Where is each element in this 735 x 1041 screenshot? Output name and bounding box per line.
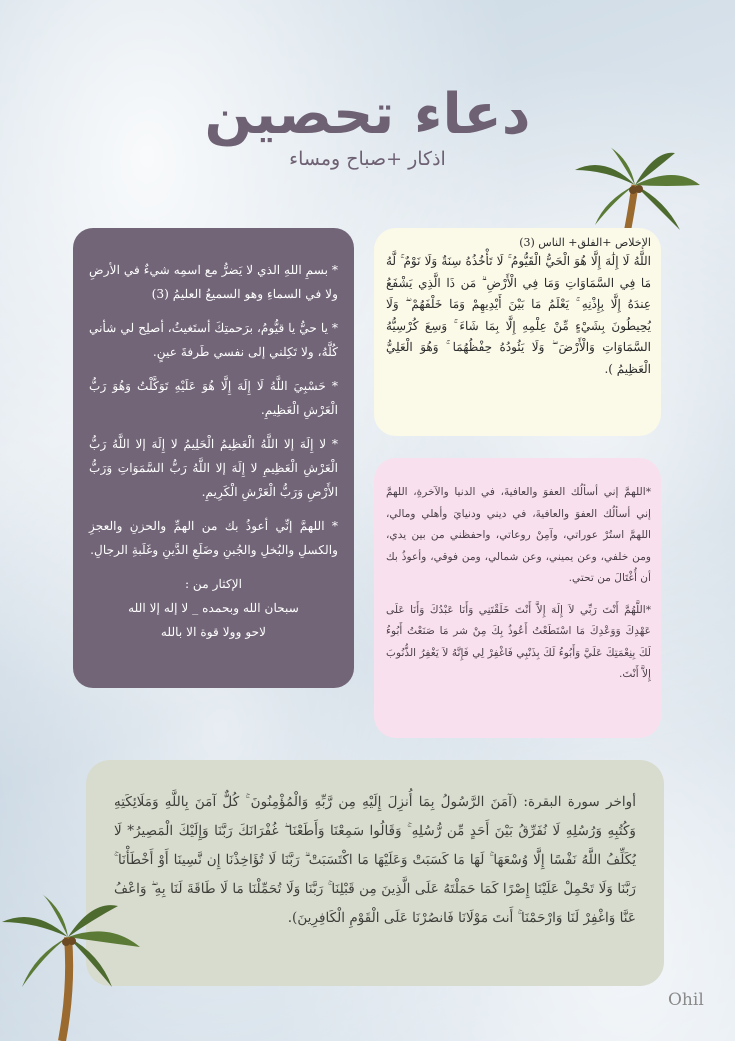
- dua-item: * بسمِ اللهِ الذي لا يَضرُّ مع اسمِه شيءٌ في الأرضِ ولا في السماءِ وهو السميعُ العليمُ (3): [89, 263, 338, 301]
- left-dua-card: [73, 228, 354, 688]
- ayat-kursi-card: [374, 228, 661, 436]
- dhikr-line: سبحان الله وبحمده _ لا إله إلا الله: [128, 601, 299, 615]
- dua-item: * حَسْبِيَ اللَّهُ لَا إِلَهَ إِلَّا هُوَ عَلَيْهِ تَوَكَّلْتُ وَهُوَ رَبُّ الْعَرْشِ الْعَظِيمِ.: [89, 379, 338, 417]
- dua-item: * اللهمَّ إنِّي أعوذُ بك من الهمِّ والحزنِ والعجزِ والكسلِ والبُخلِ والجُبنِ وضَلَعِ الدَّينِ وغَلَبةِ الرجالِ.: [89, 519, 338, 557]
- dua-item: * يا حيُّ يا قيُّومُ، برَحمتِكَ أستَغيثُ، أصلِح لي شأني كُلَّهُ، ولا تَكِلني إلى نفسي طَرفةَ عينٍ.: [89, 321, 338, 359]
- dua-item: * لا إِلَهَ إلا اللَّهُ الْعَظِيمُ الْحَلِيمُ لا إِلَهَ إلا اللَّهُ رَبُّ الْعَرْشِ الْعَظِيمِ لا إِلَهَ إلا اللَّهُ رَبُّ السَّمَوَاتِ وَرَبُّ الأَرْضِ وَرَبُّ الْعَرْشِ الْكَرِيمِ.: [89, 437, 338, 499]
- card-heading: الإخلاص +الفلق+ الناس (3): [519, 236, 651, 249]
- pink-dua-card: [374, 458, 661, 738]
- page-title: دعاء تحصين: [204, 82, 531, 147]
- baqarah-card: [86, 760, 664, 986]
- page-subtitle: اذكار +صباح ومساء: [289, 148, 446, 170]
- ayat-kursi-text: اللَّهُ لَا إِلَٰهَ إِلَّا هُوَ الْحَيُّ الْقَيُّومُ ۚ لَا تَأْخُذُهُ سِنَةٌ وَلَا نَوْمٌ ۚ لَّهُ مَا فِي السَّمَاوَاتِ وَمَا فِي الْأَرْضِ ۗ مَن ذَا الَّذِي يَشْفَعُ عِندَهُ إِلَّا بِإِذْنِهِ ۚ يَعْلَمُ مَا بَيْنَ أَيْدِيهِمْ وَمَا خَلْفَهُمْ ۖ وَلَا يُحِيطُونَ بِشَيْءٍ مِّنْ عِلْمِهِ إِلَّا بِمَا شَاءَ ۚ وَسِعَ كُرْسِيُّهُ السَّمَاوَاتِ وَالْأَرْضَ ۖ وَلَا يَئُودُهُ حِفْظُهُمَا ۚ وَهُوَ الْعَلِيُّ الْعَظِيمُ ).: [386, 254, 651, 376]
- dhikr-heading: الإكثار من :: [184, 577, 243, 591]
- dua-item: *اللهمَّ إني أسألُك العفوَ والعافيةَ، في الدنيا والآخرةِ، اللهمَّ إني أسألُك العفوَ والعافيةَ، في ديني ودنيايَ وأهلي ومالي، اللهمَّ استُرْ عوراتي، وآمِنْ روعاتي، واحفظني من بين يدي، ومن خلفي، وعن يميني، وعن شمالي، ومن فوقي، وأعوذُ بك أن أُغْتَالَ من تحتي.: [386, 486, 651, 584]
- dhikr-line: لاحو وولا قوة الا بالله: [160, 625, 267, 639]
- palm-tree-icon: [0, 892, 150, 1041]
- signature: Ohil: [668, 990, 704, 1010]
- dua-item: *اللَّهُمَّ أَنْتَ رَبِّي لاَ إِلَهَ إِلاَّ أَنْتَ خَلَقْتَنِي وَأَنَا عَبْدُكَ وَأَنَا عَلَى عَهْدِكَ وَوَعْدِكَ مَا اسْتَطَعْتُ أَعُوذُ بِكَ مِنْ شر مَا صَنَعْتُ أَبُوءُ لَكَ بِنِعْمَتِكَ عَلَيَّ وَأَبُوءُ لَكَ بِذَنْبِي فَاغْفِرْ لِي فَإِنَّهُ لاَ يَغْفِرُ الذُّنُوبَ إِلاَّ أَنْتَ.: [386, 603, 651, 680]
- baqarah-text: أواخر سورة البقرة: (آمَنَ الرَّسُولُ بِمَا أُنزِلَ إِلَيْهِ مِن رَّبِّهِ وَالْمُؤْمِنُونَ ۚ كُلٌّ آمَنَ بِاللَّهِ وَمَلَائِكَتِهِ وَكُتُبِهِ وَرُسُلِهِ لَا نُفَرِّقُ بَيْنَ أَحَدٍ مِّن رُّسُلِهِ ۚ وَقَالُوا سَمِعْنَا وَأَطَعْنَا ۖ غُفْرَانَكَ رَبَّنَا وَإِلَيْكَ الْمَصِيرُ* لَا يُكَلِّفُ اللَّهُ نَفْسًا إِلَّا وُسْعَهَا ۚ لَهَا مَا كَسَبَتْ وَعَلَيْهَا مَا اكْتَسَبَتْ ۗ رَبَّنَا لَا تُؤَاخِذْنَا إِن نَّسِينَا أَوْ أَخْطَأْنَا ۚ رَبَّنَا وَلَا تَحْمِلْ عَلَيْنَا إِصْرًا كَمَا حَمَلْتَهُ عَلَى الَّذِينَ مِن قَبْلِنَا ۚ رَبَّنَا وَلَا تُحَمِّلْنَا مَا لَا طَاقَةَ لَنَا بِهِ ۖ وَاعْفُ عَنَّا وَاغْفِرْ لَنَا وَارْحَمْنَا ۚ أَنتَ مَوْلَانَا فَانصُرْنَا عَلَى الْقَوْمِ الْكَافِرِينَ).: [114, 794, 636, 926]
